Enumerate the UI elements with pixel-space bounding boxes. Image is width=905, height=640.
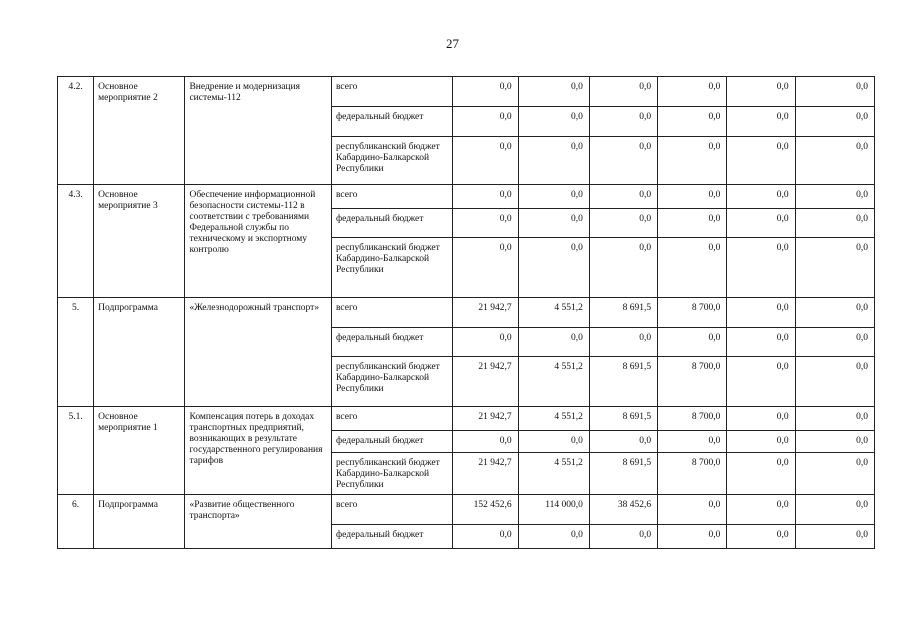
amount-cell: 0,0 — [795, 137, 874, 185]
amount-cell: 0,0 — [795, 431, 874, 453]
amount-cell: 0,0 — [589, 328, 657, 357]
row-number: 5. — [58, 298, 94, 407]
amount-cell: 0,0 — [589, 525, 657, 549]
funding-source: республиканский бюджет Кабардино-Балкарской Республики — [331, 238, 452, 298]
amount-cell: 8 691,5 — [589, 357, 657, 407]
amount-cell: 21 942,7 — [453, 407, 518, 431]
amount-cell: 0,0 — [518, 107, 589, 137]
amount-cell: 0,0 — [795, 328, 874, 357]
table-row — [58, 77, 875, 107]
amount-cell: 0,0 — [727, 77, 795, 107]
row-description: Компенсация потерь в доходах транспортных предприятий, возникающих в результате государственного регулирования тарифов — [185, 407, 332, 495]
page-number: 27 — [446, 36, 459, 51]
amount-cell: 0,0 — [589, 185, 657, 209]
amount-cell: 0,0 — [795, 357, 874, 407]
table-row — [58, 298, 875, 328]
amount-cell: 0,0 — [727, 298, 795, 328]
amount-cell: 0,0 — [795, 298, 874, 328]
amount-cell: 0,0 — [727, 407, 795, 431]
amount-cell: 0,0 — [589, 238, 657, 298]
amount-cell: 21 942,7 — [453, 453, 518, 495]
amount-cell: 0,0 — [518, 137, 589, 185]
amount-cell: 152 452,6 — [453, 495, 518, 525]
amount-cell: 0,0 — [727, 328, 795, 357]
amount-cell: 4 551,2 — [518, 453, 589, 495]
amount-cell: 8 700,0 — [658, 453, 727, 495]
funding-source: республиканский бюджет Кабардино-Балкарской Республики — [331, 137, 452, 185]
funding-source: всего — [331, 407, 452, 431]
amount-cell: 0,0 — [518, 185, 589, 209]
funding-source: федеральный бюджет — [331, 107, 452, 137]
amount-cell: 0,0 — [658, 137, 727, 185]
amount-cell: 0,0 — [795, 209, 874, 238]
amount-cell: 8 700,0 — [658, 298, 727, 328]
amount-cell: 8 700,0 — [658, 357, 727, 407]
amount-cell: 8 691,5 — [589, 407, 657, 431]
amount-cell: 114 000,0 — [518, 495, 589, 525]
row-number: 4.2. — [58, 77, 94, 185]
table-row — [58, 185, 875, 209]
amount-cell: 0,0 — [453, 77, 518, 107]
amount-cell: 0,0 — [727, 137, 795, 185]
amount-cell: 0,0 — [518, 77, 589, 107]
amount-cell: 0,0 — [795, 453, 874, 495]
amount-cell: 0,0 — [658, 238, 727, 298]
amount-cell: 38 452,6 — [589, 495, 657, 525]
amount-cell: 8 691,5 — [589, 453, 657, 495]
amount-cell: 0,0 — [453, 431, 518, 453]
amount-cell: 0,0 — [795, 77, 874, 107]
row-description: «Развитие общественного транспорта» — [185, 495, 332, 549]
table-body — [58, 77, 875, 549]
funding-source: федеральный бюджет — [331, 209, 452, 238]
amount-cell: 0,0 — [453, 238, 518, 298]
funding-source: федеральный бюджет — [331, 525, 452, 549]
amount-cell: 0,0 — [795, 495, 874, 525]
amount-cell: 0,0 — [727, 238, 795, 298]
budget-table — [57, 76, 875, 549]
amount-cell: 0,0 — [658, 525, 727, 549]
amount-cell: 0,0 — [658, 328, 727, 357]
amount-cell: 0,0 — [453, 209, 518, 238]
row-number: 5.1. — [58, 407, 94, 495]
amount-cell: 0,0 — [795, 407, 874, 431]
amount-cell: 21 942,7 — [453, 357, 518, 407]
amount-cell: 0,0 — [658, 495, 727, 525]
amount-cell: 8 691,5 — [589, 298, 657, 328]
amount-cell: 0,0 — [453, 107, 518, 137]
amount-cell: 4 551,2 — [518, 298, 589, 328]
row-number: 6. — [58, 495, 94, 549]
amount-cell: 0,0 — [589, 107, 657, 137]
funding-source: всего — [331, 495, 452, 525]
row-name: Основное мероприятие 2 — [94, 77, 185, 185]
amount-cell: 0,0 — [589, 77, 657, 107]
amount-cell: 0,0 — [795, 107, 874, 137]
amount-cell: 0,0 — [727, 495, 795, 525]
amount-cell: 0,0 — [727, 185, 795, 209]
funding-source: республиканский бюджет Кабардино-Балкарской Республики — [331, 357, 452, 407]
row-name: Основное мероприятие 3 — [94, 185, 185, 298]
amount-cell: 0,0 — [658, 77, 727, 107]
amount-cell: 0,0 — [658, 209, 727, 238]
amount-cell: 8 700,0 — [658, 407, 727, 431]
amount-cell: 0,0 — [658, 185, 727, 209]
amount-cell: 0,0 — [453, 525, 518, 549]
table-row — [58, 495, 875, 525]
row-name: Основное мероприятие 1 — [94, 407, 185, 495]
amount-cell: 0,0 — [795, 238, 874, 298]
amount-cell: 0,0 — [518, 525, 589, 549]
amount-cell: 0,0 — [453, 137, 518, 185]
amount-cell: 0,0 — [518, 431, 589, 453]
funding-source: всего — [331, 298, 452, 328]
amount-cell: 0,0 — [727, 453, 795, 495]
row-number: 4.3. — [58, 185, 94, 298]
amount-cell: 0,0 — [518, 328, 589, 357]
funding-source: всего — [331, 77, 452, 107]
row-description: Обеспечение информационной безопасности системы-112 в соответствии с требованиями Федеральной службы по техническому и экспортному контролю — [185, 185, 332, 298]
amount-cell: 0,0 — [658, 431, 727, 453]
amount-cell: 0,0 — [589, 137, 657, 185]
row-description: Внедрение и модернизация системы-112 — [185, 77, 332, 185]
amount-cell: 0,0 — [658, 107, 727, 137]
amount-cell: 0,0 — [453, 328, 518, 357]
funding-source: федеральный бюджет — [331, 431, 452, 453]
funding-source: всего — [331, 185, 452, 209]
funding-source: федеральный бюджет — [331, 328, 452, 357]
amount-cell: 0,0 — [589, 209, 657, 238]
amount-cell: 4 551,2 — [518, 357, 589, 407]
amount-cell: 21 942,7 — [453, 298, 518, 328]
amount-cell: 0,0 — [518, 238, 589, 298]
row-name: Подпрограмма — [94, 298, 185, 407]
amount-cell: 0,0 — [727, 431, 795, 453]
row-description: «Железнодорожный транспорт» — [185, 298, 332, 407]
amount-cell: 0,0 — [727, 357, 795, 407]
amount-cell: 0,0 — [727, 525, 795, 549]
amount-cell: 4 551,2 — [518, 407, 589, 431]
table-row — [58, 407, 875, 431]
amount-cell: 0,0 — [795, 185, 874, 209]
amount-cell: 0,0 — [518, 209, 589, 238]
amount-cell: 0,0 — [727, 107, 795, 137]
amount-cell: 0,0 — [453, 185, 518, 209]
funding-source: республиканский бюджет Кабардино-Балкарской Республики — [331, 453, 452, 495]
amount-cell: 0,0 — [727, 209, 795, 238]
row-name: Подпрограмма — [94, 495, 185, 549]
amount-cell: 0,0 — [589, 431, 657, 453]
amount-cell: 0,0 — [795, 525, 874, 549]
